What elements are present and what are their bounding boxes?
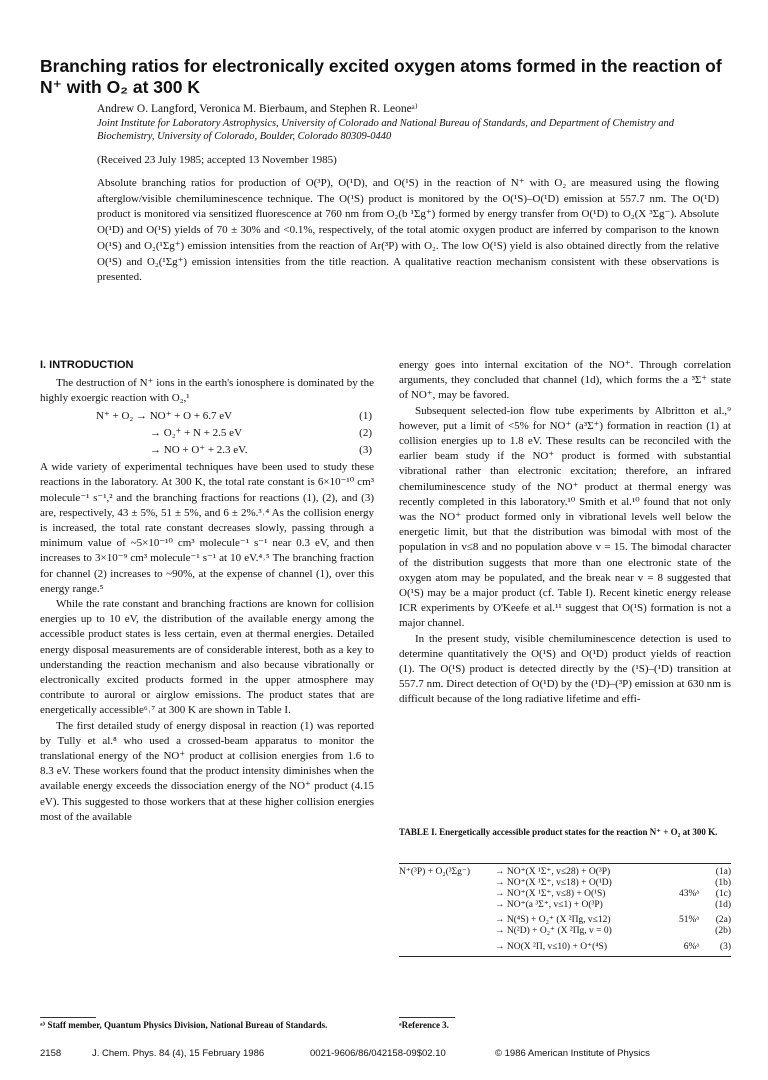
table-bottom-rule xyxy=(399,956,731,957)
table-row xyxy=(399,942,731,953)
product-cell: → NO⁺(a ³Σ⁺, v≤1) + O(³P) xyxy=(495,900,603,910)
label-cell: (1b) xyxy=(715,878,731,888)
label-cell: (1a) xyxy=(715,867,731,877)
product-cell: → NO⁺(X ¹Σ⁺, v≤8) + O(¹S) xyxy=(495,889,606,899)
paragraph: energy goes into internal excitation of the NO⁺. Through correlation arguments, they concluded that channel (1d), which forms the a ³Σ⁺ state of NO⁺, may be favored. xyxy=(399,359,731,402)
product-cell: → NO(X ²Π, v≤10) + O⁺(⁴S) xyxy=(495,942,607,952)
footnote-rule xyxy=(399,1017,455,1018)
paragraph: A wide variety of experimental techniques have been used to study these reactions in the laboratory. At 300 K, the total rate constant is 6×10⁻¹⁰ cm³ molecule⁻¹ s⁻¹,² and the branching fractions for reactions (1), (2), and (3) are, respectively, 43 ± 5%, 51 ± 5%, and 6 ± 2%.³˒⁴ As the collision energy is increased, the total rate constant decreases slowly, passing through a minimum value of ~5×10⁻¹⁰ cm³ molecule⁻¹ s⁻¹ near 0.3 eV, and then increases to 3×10⁻⁹ cm³ molecule⁻¹ s⁻¹ at 10 eV.⁴˒⁵ The branching fraction for channel (2) increases to ~90%, at the expense of channel (1), over this energy range.⁵ xyxy=(40,461,374,595)
product-cell: → N(⁴S) + O₂⁺ (X ²Πg, v≤12) xyxy=(495,915,611,925)
label-cell: (2b) xyxy=(715,926,731,936)
paragraph: The first detailed study of energy disposal in reaction (1) was reported by Tully et al.⁸ who used a crossed-beam apparatus to monitor the translational energy of the NO⁺ product at collision energies from 1.6 to 8.3 eV. These workers found that the product intensity diminishes when the available energy exceeds the dissociation energy of the NO⁺ product (4.15 eV). This suggested to those workers that at these higher collision energies most of the available xyxy=(40,719,374,823)
label-cell: (1d) xyxy=(715,900,731,910)
paragraph: While the rate constant and branching fractions are known for collision energies up to 10 eV, the distribution of the available energy among the accessible product states is less certain, even at thermal energies. Detailed energy disposal measurements are of considerable interest, both as a key to understanding the reaction mechanism and also because vibrationally or electronically excited products formed in the upper atmosphere may contribute to auroral or airglow emissions. The product states that are energetically accessible⁶˒⁷ at 300 K are shown in Table I. xyxy=(40,598,374,717)
equation-number: (3) xyxy=(359,444,372,457)
equation-number: (1) xyxy=(359,409,372,422)
product-cell: → N(²D) + O₂⁺ (X ²Πg, v = 0) xyxy=(495,926,612,936)
footnote-rule xyxy=(40,1017,96,1018)
equation-text: → O₂⁺ + N + 2.5 eV xyxy=(150,426,243,439)
table-footnote: ᵃReference 3. xyxy=(399,1020,449,1030)
reactant-cell: N⁺(³P) + O₂(³Σg⁻) xyxy=(399,867,471,877)
table-row xyxy=(399,878,731,889)
paragraph: The destruction of N⁺ ions in the earth's ionosphere is dominated by the highly exoergic reaction with O₂,¹ xyxy=(40,377,374,405)
received-date: (Received 23 July 1985; accepted 13 November 1985) xyxy=(97,154,337,166)
product-cell: → NO⁺(X ¹Σ⁺, v≤28) + O(³P) xyxy=(495,867,611,877)
reaction-equation xyxy=(40,426,374,441)
paragraph: Subsequent selected-ion flow tube experiments by Albritton et al.,⁹ however, put a limit of <5% for NO⁺ (a³Σ⁺) formation in reaction (1) at collision energies up to 1.8 eV. These results can be reconciled with the earlier beam study if the NO⁺ product is formed with substantial vibrational rather than electronic excitation; therefore, an infrared chemiluminescence study of the NO⁺ product at thermal energy was recently completed in this laboratory.¹⁰ Smith et al.¹⁰ found that not only was the NO⁺ product formed only in vibrational levels well below the energetic limit, but that the distribution was bimodal with most of the population in v≤8 and no population above v = 15. The bimodal character of the distribution suggests that more than one electronic state of the oxygen atom may be populated, and the break near v = 8 suggested that O(¹S) may be a major product (cf. Table I). Recent kinetic energy release ICR experiments by O'Keefe et al.¹¹ suggest that O(¹S) formation is not a major channel. xyxy=(399,404,731,630)
percent-cell xyxy=(663,878,699,889)
equation-text: → NO + O⁺ + 2.3 eV. xyxy=(150,444,248,457)
percent-cell xyxy=(663,926,699,937)
label-cell: (2a) xyxy=(715,915,731,925)
reaction-equation xyxy=(40,443,374,458)
reaction-equation xyxy=(40,409,374,424)
author-footnote: ᵃ⁾ Staff member, Quantum Physics Division, National Bureau of Standards. xyxy=(40,1020,328,1030)
table-row xyxy=(399,900,731,911)
affiliation: Joint Institute for Laboratory Astrophysics, University of Colorado and National Bureau of Standards, and Department of Chemistry and Biochemistry, University of Colorado, Boulder, Colorado 80309-0440 xyxy=(97,118,675,142)
left-column xyxy=(40,358,374,825)
percent-cell: 6%ᵃ xyxy=(683,942,699,952)
equation-text: N⁺ + O₂ → NO⁺ + O + 6.7 eV xyxy=(96,409,233,422)
section-heading: I. INTRODUCTION xyxy=(40,359,134,371)
author-list: Andrew O. Langford, Veronica M. Bierbaum, and Stephen R. Leoneᵃ⁾ xyxy=(97,103,418,115)
product-cell: → NO⁺(X ¹Σ⁺, v≤18) + O(¹D) xyxy=(495,878,612,888)
percent-cell: 51%ᵃ xyxy=(678,915,699,925)
label-cell: (3) xyxy=(719,942,731,952)
article-code: 0021-9606/86/042158-09$02.10 xyxy=(310,1048,446,1059)
paper-title: Branching ratios for electronically excited oxygen atoms formed in the reaction of N⁺ with O₂ at 300 K xyxy=(40,56,722,97)
table-row xyxy=(399,926,731,937)
equation-number: (2) xyxy=(359,426,372,439)
percent-cell xyxy=(663,867,699,878)
abstract: Absolute branching ratios for production of O(³P), O(¹D), and O(¹S) in the reaction of N⁺ with O₂ are measured using the flowing afterglow/visible chemiluminescence technique. The O(¹S) product is monitored by the O(¹S)–O(¹D) emission at 557.7 nm. The O(¹D) product is monitored via sensitized fluorescence at 760 nm from O₂(b ¹Σg⁺) formed by energy transfer from O(¹D) to O₂(X ³Σg⁻). Absolute O(¹D) and O(¹S) yields of 70 ± 30% and <0.1%, respectively, of the total atomic oxygen product are inferred by comparison to the known O(¹S) and O₂(¹Σg⁺) emission intensities from the reaction of Ar(³P) with O₂. The low O(¹S) yield is also obtained directly from the relative O(¹S) and O₂(¹Σg⁺) emission intensities from the title reaction. A qualitative reaction mechanism consistent with these observations is presented. xyxy=(97,177,719,284)
product-states-table xyxy=(399,863,731,957)
percent-cell: 43%ᵃ xyxy=(678,889,699,899)
table-row xyxy=(399,867,731,878)
percent-cell xyxy=(663,900,699,911)
paragraph: In the present study, visible chemiluminescence detection is used to determine quantitatively the O(¹S) and O(¹D) product yields of reaction (1). The O(¹S) product is detected directly by the (¹S)–(¹D) transition at 557.7 nm. Direct detection of O(¹D) by the (¹D)–(³P) emission at 630 nm is difficult because of the long radiative lifetime and effi- xyxy=(399,632,731,706)
table-caption: TABLE I. Energetically accessible product states for the reaction N⁺ + O₂ at 300 K. xyxy=(399,827,718,837)
table-row xyxy=(399,915,731,926)
right-column xyxy=(399,358,731,708)
label-cell: (1c) xyxy=(715,889,731,899)
page-number: 2158 xyxy=(40,1048,62,1059)
copyright-notice: © 1986 American Institute of Physics xyxy=(495,1048,650,1059)
journal-citation: J. Chem. Phys. 84 (4), 15 February 1986 xyxy=(92,1048,265,1059)
table-row xyxy=(399,889,731,900)
